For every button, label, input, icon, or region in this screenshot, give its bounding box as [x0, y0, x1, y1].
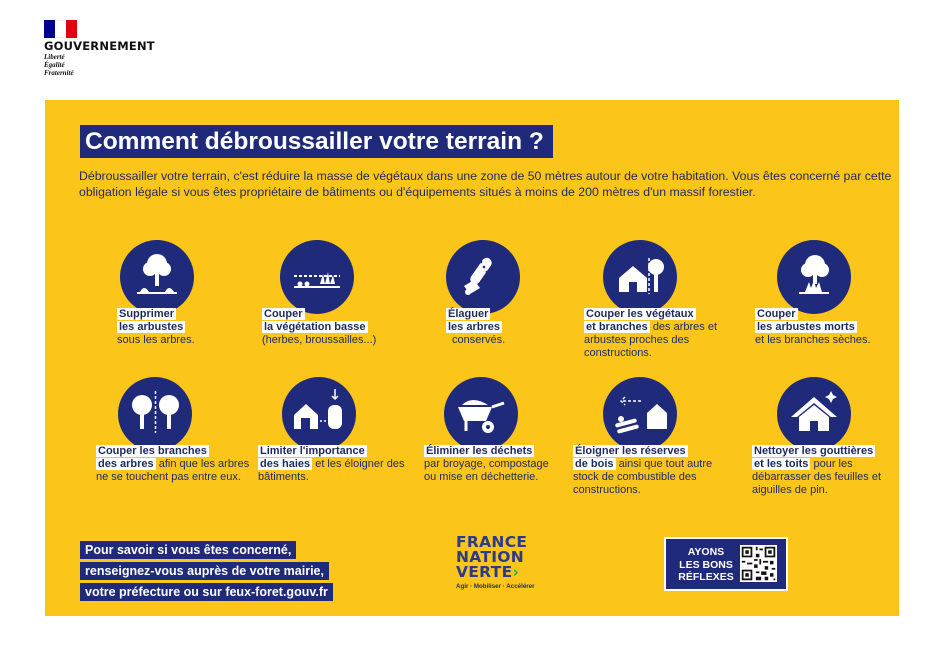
- badge-line-1: AYONS: [687, 546, 725, 558]
- french-flag-icon: [44, 20, 77, 38]
- flag-red: [66, 20, 77, 38]
- france-nation-verte-logo: [456, 535, 546, 590]
- action-caption-10: Nettoyer les gouttières et les toits pour les débarrasser des feuilles et aiguilles de pin.: [752, 445, 882, 496]
- cta-block: [80, 540, 333, 603]
- cta-line-2: renseignez-vous auprès de votre mairie,: [80, 562, 329, 580]
- dead-shrub-icon: [777, 240, 851, 314]
- motto-fraternite: Fraternité: [44, 69, 74, 77]
- action-caption-3: Élaguer les arbres conservés.: [448, 308, 506, 346]
- action-caption-6: Couper les branches des arbres afin que les arbres ne se touchent pas entre eux.: [96, 445, 250, 483]
- intro-text: Débroussailler votre terrain, c'est réduire la masse de végétaux dans une zone de 50 mètres autour de votre habitation. Vous êtes concerné par cette obligation légale si vous êtes propriétaire de bâtiments ou d'équipements situés à moins de 200 mètres d'un massif forestier.: [79, 169, 892, 199]
- gov-name: GOUVERNEMENT: [44, 39, 155, 53]
- reflexes-badge: [664, 537, 788, 591]
- wheelbarrow-icon: [444, 377, 518, 451]
- motto-liberte: Liberté: [44, 53, 65, 61]
- action-caption-4: Couper les végétaux et branches des arbres et arbustes proches des constructions.: [584, 308, 718, 359]
- action-caption-7: Limiter l'importance des haies et les éloigner des bâtiments.: [258, 445, 405, 483]
- action-caption-1: Supprimer les arbustes sous les arbres.: [117, 308, 195, 346]
- grass-cut-icon: [280, 240, 354, 314]
- badge-line-3: RÉFLEXES: [678, 571, 734, 583]
- logo-arrow-icon: ›: [512, 563, 520, 581]
- firewood-house-icon: [603, 377, 677, 451]
- qr-code-icon[interactable]: [740, 545, 777, 582]
- page-title: Comment débroussailler votre terrain ?: [80, 125, 553, 158]
- clean-roof-icon: [777, 377, 851, 451]
- cta-line-3: votre préfecture ou sur feux-foret.gouv.fr: [80, 583, 333, 601]
- hedge-house-icon: [282, 377, 356, 451]
- flag-blue: [44, 20, 55, 38]
- action-caption-9: Éloigner les réserves de bois ainsi que tout autre stock de combustible des constructions.: [573, 445, 713, 496]
- chainsaw-icon: [446, 240, 520, 314]
- action-caption-5: Couper les arbustes morts et les branches sèches.: [755, 308, 871, 346]
- badge-line-2: LES BONS: [679, 558, 733, 571]
- government-logo: [44, 20, 155, 77]
- tree-shrubs-icon: [120, 240, 194, 314]
- cta-line-1: Pour savoir si vous êtes concerné,: [80, 541, 296, 559]
- tree-spacing-icon: [118, 377, 192, 451]
- logo-line-2: NATION: [456, 548, 525, 566]
- badge-text: [676, 546, 736, 584]
- logo-line-1: FRANCE: [456, 533, 528, 551]
- action-caption-2: Couper la végétation basse (herbes, broussailles...): [262, 308, 377, 346]
- action-caption-8: Éliminer les déchets par broyage, compostage ou mise en déchetterie.: [424, 445, 549, 483]
- logo-tagline: Agir · Mobiliser · Accélérer: [456, 583, 535, 590]
- flag-white: [55, 20, 66, 38]
- house-tree-icon: [603, 240, 677, 314]
- logo-line-3: VERTE: [456, 563, 513, 581]
- logo-line-3-wrap: [456, 565, 546, 580]
- motto-egalite: Égalité: [44, 61, 65, 69]
